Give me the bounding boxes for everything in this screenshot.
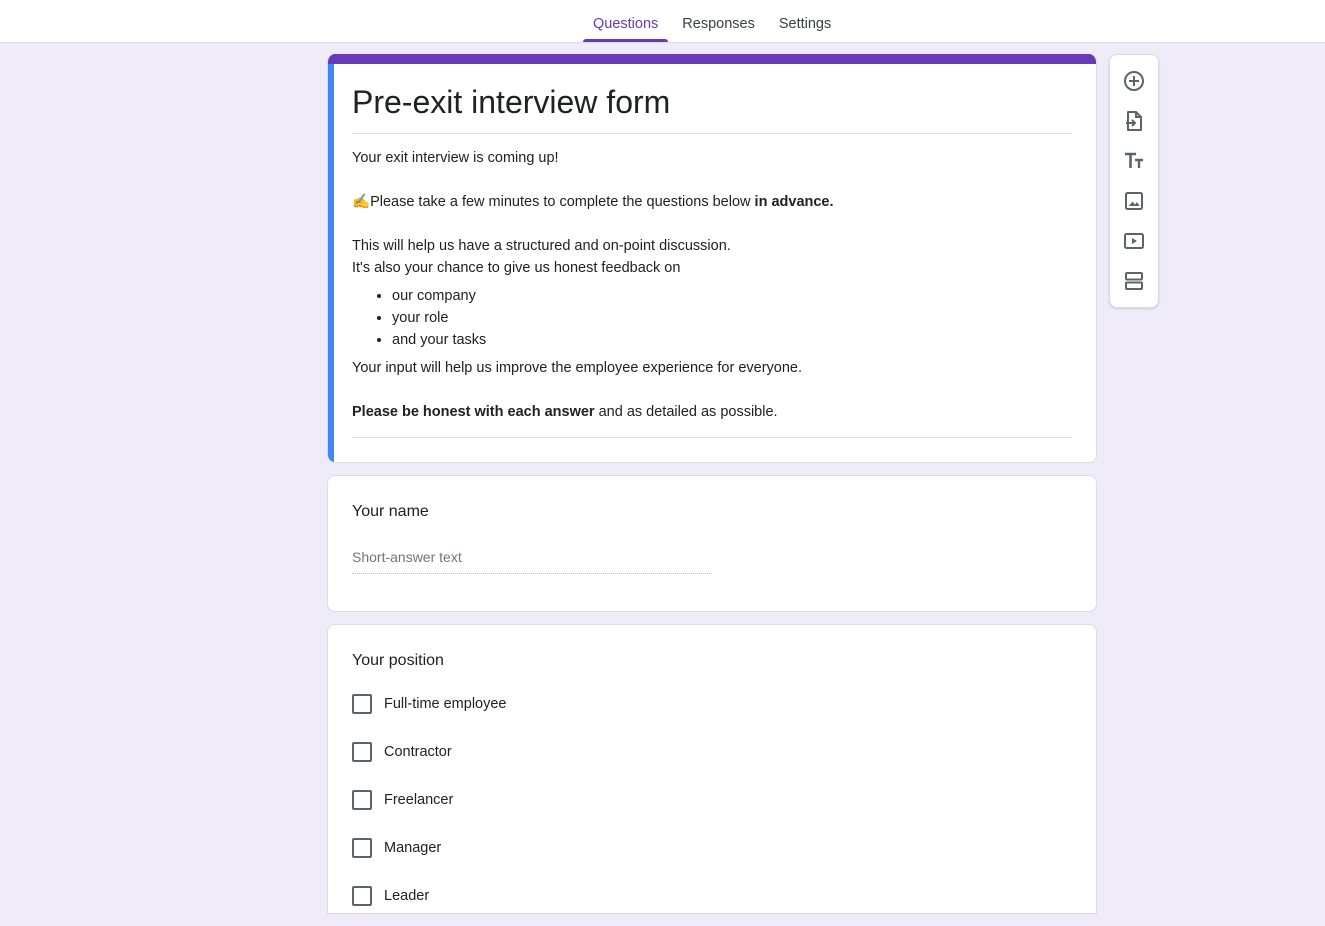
- checkbox-options: [352, 694, 1072, 906]
- checkbox-option[interactable]: [352, 790, 1072, 810]
- description-line: [352, 401, 1072, 423]
- description-bold: in advance.: [754, 194, 834, 210]
- description-bold: Please be honest with each answer: [352, 404, 595, 420]
- tab-responses[interactable]: Responses: [682, 16, 755, 32]
- list-item: • and your tasks: [392, 329, 1072, 351]
- form-description[interactable]: [352, 147, 1072, 423]
- description-text: and as detailed as possible.: [594, 404, 778, 420]
- description-text: Please take a few minutes to complete the questions below: [370, 194, 755, 210]
- list-item: • your role: [392, 307, 1072, 329]
- checkbox-icon[interactable]: [352, 742, 372, 762]
- header-accent-stripe: [328, 54, 1096, 64]
- add-question-icon[interactable]: [1122, 69, 1146, 93]
- option-label: Manager: [384, 840, 442, 856]
- checkbox-icon[interactable]: [352, 886, 372, 906]
- description-line: [352, 191, 1072, 213]
- option-label: Freelancer: [384, 792, 454, 808]
- tab-settings[interactable]: Settings: [778, 16, 832, 32]
- description-list: [352, 285, 1072, 351]
- checkbox-option[interactable]: [352, 838, 1072, 858]
- option-label: Leader: [384, 888, 430, 904]
- option-label: Full-time employee: [384, 696, 507, 712]
- floating-toolbar: [1109, 54, 1159, 308]
- description-line: Your exit interview is coming up!: [352, 150, 559, 166]
- checkbox-icon[interactable]: [352, 790, 372, 810]
- import-questions-icon[interactable]: [1122, 109, 1146, 133]
- option-label: Contractor: [384, 744, 452, 760]
- description-line: Your input will help us improve the employee experience for everyone.: [352, 360, 803, 376]
- add-video-icon[interactable]: [1122, 229, 1146, 253]
- writing-hand-icon: ✍️: [352, 194, 371, 210]
- add-title-icon[interactable]: [1122, 149, 1146, 173]
- description-line: This will help us have a structured and on-point discussion.: [352, 238, 731, 254]
- checkbox-icon[interactable]: [352, 838, 372, 858]
- add-section-icon[interactable]: [1122, 269, 1146, 293]
- description-line: It's also your chance to give us honest feedback on: [352, 260, 681, 276]
- selected-indicator: [328, 64, 334, 462]
- tab-bar: [583, 0, 845, 42]
- question-title: Your position: [352, 652, 444, 669]
- short-answer-field: Short-answer text: [352, 549, 712, 574]
- top-bar: [0, 0, 1325, 43]
- form-header-card[interactable]: [327, 54, 1097, 463]
- add-image-icon[interactable]: [1122, 189, 1146, 213]
- form-editor: [327, 54, 1097, 926]
- checkbox-icon[interactable]: [352, 694, 372, 714]
- checkbox-option[interactable]: [352, 886, 1072, 906]
- checkbox-option[interactable]: [352, 742, 1072, 762]
- question-title: Your name: [352, 503, 429, 520]
- form-title[interactable]: Pre-exit interview form: [352, 84, 671, 120]
- checkbox-option[interactable]: [352, 694, 1072, 714]
- question-card[interactable]: [327, 624, 1097, 914]
- question-card[interactable]: [327, 475, 1097, 612]
- tab-questions[interactable]: Questions: [583, 0, 668, 42]
- list-item: • our company: [392, 285, 1072, 307]
- description-underline: [352, 437, 1072, 438]
- title-underline: [352, 133, 1072, 134]
